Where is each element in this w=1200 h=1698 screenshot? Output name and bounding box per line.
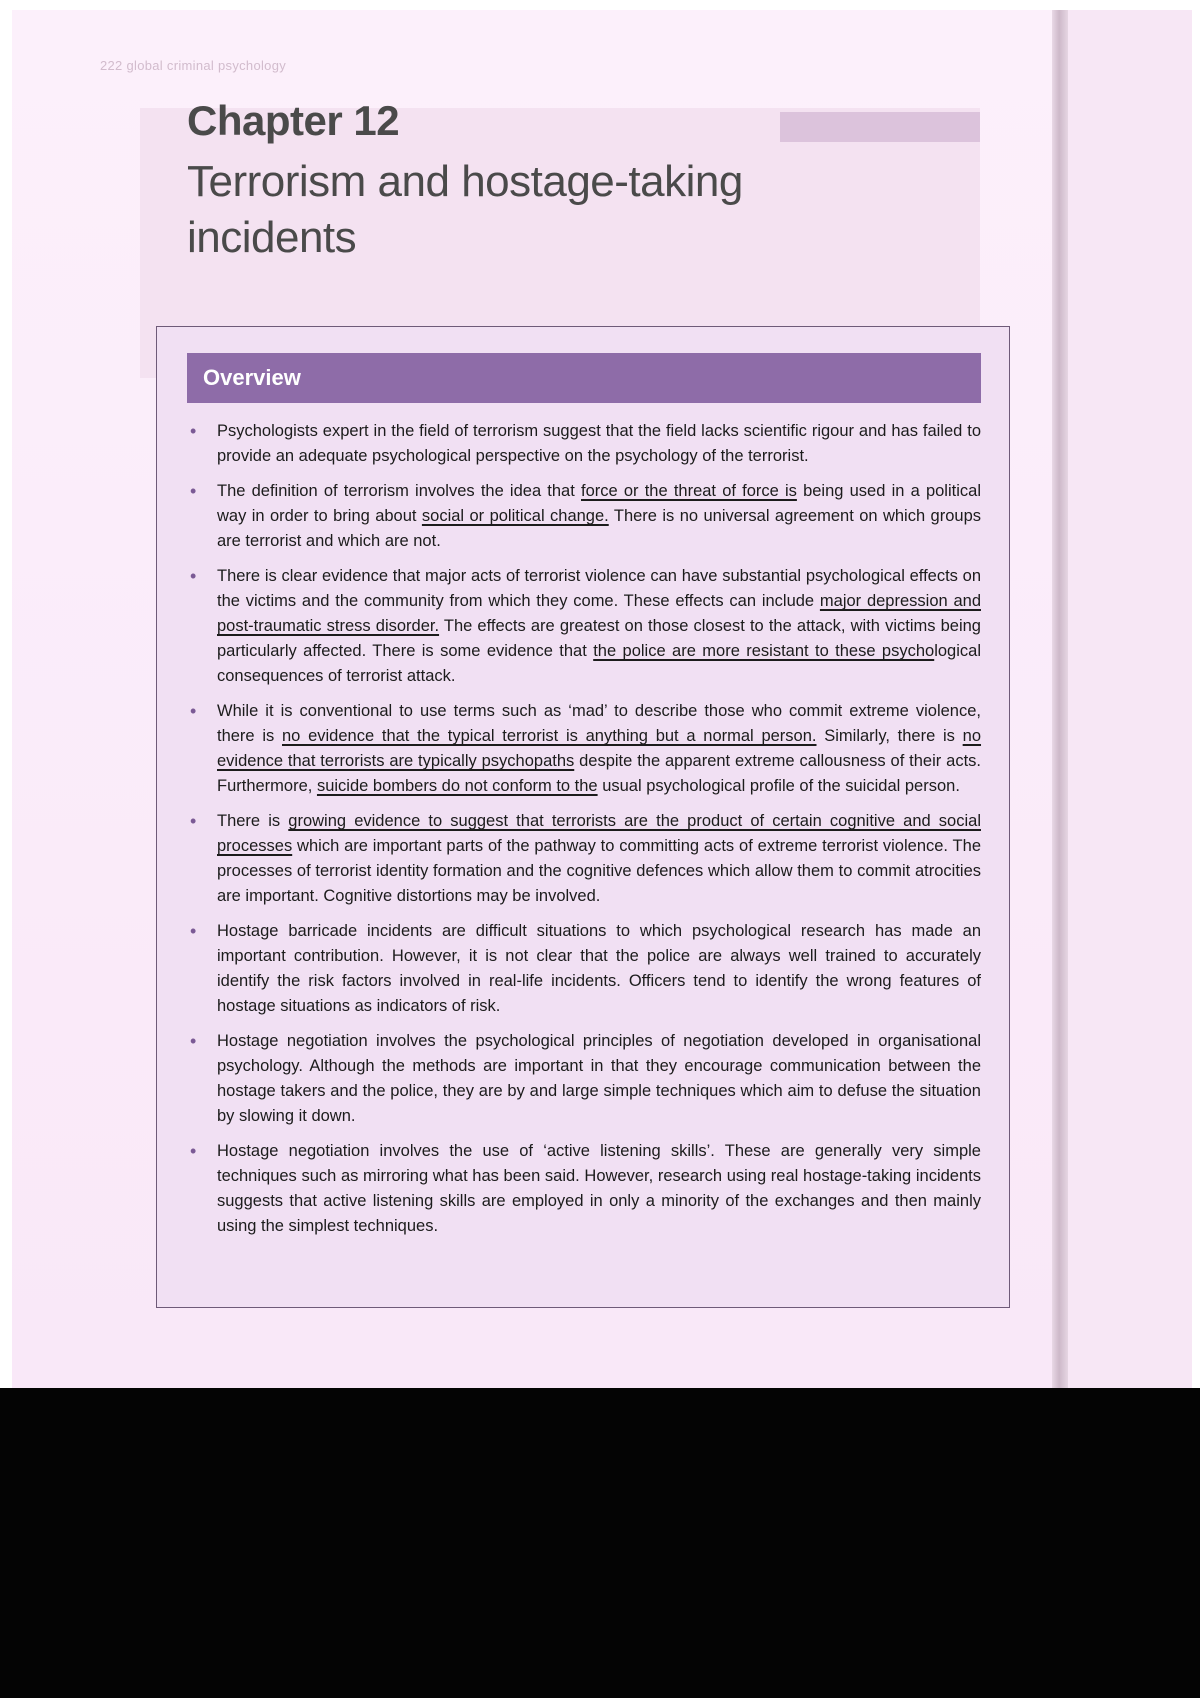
scanner-background bbox=[0, 1388, 1200, 1698]
bullet-text: Psychologists expert in the field of terrorism suggest that the field lacks scientific rigour and has failed to provide an adequate psychological perspective on the psychology of the terrorist. bbox=[217, 422, 981, 465]
bullet-text: The definition of terrorism involves the idea that bbox=[217, 482, 581, 500]
bullet-dot-icon: • bbox=[190, 421, 197, 441]
overview-bullet-list bbox=[187, 419, 981, 1249]
bullet-dot-icon: • bbox=[190, 481, 197, 501]
bullet-dot-icon: • bbox=[190, 566, 197, 586]
bullet-dot-icon: • bbox=[190, 811, 197, 831]
bullet-text: which are important parts of the pathway to committing acts of extreme terrorist violence. The processes of terrorist identity formation and the cognitive defences which allow them to commit atrocities are important. Cognitive distortions may be involved. bbox=[217, 837, 981, 905]
overview-box bbox=[156, 326, 1010, 1308]
bullet-text: Similarly, there is bbox=[816, 727, 963, 745]
bullet-text: Hostage negotiation involves the psychological principles of negotiation developed in organisational psychology. Although the methods are important in that they encourage communication between the hostage takers and the police, they are by and large simple techniques which aim to defuse the situation by slowing it down. bbox=[217, 1032, 981, 1125]
bullet-dot-icon: • bbox=[190, 921, 197, 941]
overview-bullet bbox=[187, 809, 981, 909]
overview-bullet bbox=[187, 479, 981, 554]
bullet-text: Hostage barricade incidents are difficult situations to which psychological research has made an important contribution. However, it is not clear that the police are always well trained to accurately identify the risk factors involved in real-life incidents. Officers tend to identify the wrong features of hostage situations as indicators of risk. bbox=[217, 922, 981, 1015]
bullet-text: Hostage negotiation involves the use of ‘active listening skills’. These are generally very simple techniques such as mirroring what has been said. However, research using real hostage-taking incidents suggests that active listening skills are employed in only a minority of the exchanges and then mainly using the simplest techniques. bbox=[217, 1142, 981, 1235]
bullet-text: The effects are greatest on those closest to the attack, with victims being particularly affected. There is some evidence that bbox=[217, 617, 981, 660]
bleed-through-header: 222 global criminal psychology bbox=[100, 58, 287, 73]
book-gutter bbox=[1052, 10, 1068, 1388]
bullet-dot-icon: • bbox=[190, 1141, 197, 1161]
chapter-number: Chapter 12 bbox=[187, 97, 400, 144]
overview-bullet bbox=[187, 919, 981, 1019]
bullet-text: logical consequences of terrorist attack. bbox=[217, 642, 981, 685]
overview-title: Overview bbox=[203, 365, 301, 390]
bullet-dot-icon: • bbox=[190, 701, 197, 721]
overview-bullet bbox=[187, 699, 981, 799]
underlined-text: major depression and post-traumatic stress disorder. bbox=[217, 592, 981, 635]
overview-bullet bbox=[187, 419, 981, 469]
bullet-dot-icon: • bbox=[190, 1031, 197, 1051]
chapter-title: Terrorism and hostage-taking incidents bbox=[187, 157, 743, 262]
bullet-text: There is bbox=[217, 812, 289, 830]
chapter-heading bbox=[187, 96, 887, 266]
overview-header-bar bbox=[187, 353, 981, 403]
bullet-text: There is no universal agreement on which groups are terrorist and which are not. bbox=[217, 507, 982, 550]
underlined-text: suicide bombers do not conform to the bbox=[316, 777, 598, 795]
bullet-text: despite the apparent extreme callousness of their acts. Furthermore, bbox=[217, 752, 981, 795]
underlined-text: growing evidence to suggest that terrorists are the product of certain cognitive and social processes bbox=[217, 812, 981, 855]
underlined-text: social or political change. bbox=[421, 507, 609, 525]
underlined-text: no evidence that terrorists are typically psychopaths bbox=[217, 727, 982, 770]
bullet-text: There is clear evidence that major acts of terrorist violence can have substantial psychological effects on the victims and the community from which they come. These effects can include bbox=[217, 567, 981, 610]
overview-bullet bbox=[187, 1029, 981, 1129]
bullet-text: being used in a political way in order to bring about bbox=[217, 482, 981, 525]
underlined-text: the police are more resistant to these psycho bbox=[593, 642, 935, 660]
underlined-text: force or the threat of force is bbox=[581, 482, 797, 500]
overview-bullet bbox=[187, 564, 981, 689]
facing-page-edge bbox=[1068, 10, 1192, 1388]
bullet-text: While it is conventional to use terms such as ‘mad’ to describe those who commit extreme violence, there is bbox=[217, 702, 981, 745]
bullet-text: usual psychological profile of the suicidal person. bbox=[597, 777, 960, 795]
underlined-text: no evidence that the typical terrorist is anything but a normal person. bbox=[282, 727, 817, 745]
overview-bullet bbox=[187, 1139, 981, 1239]
